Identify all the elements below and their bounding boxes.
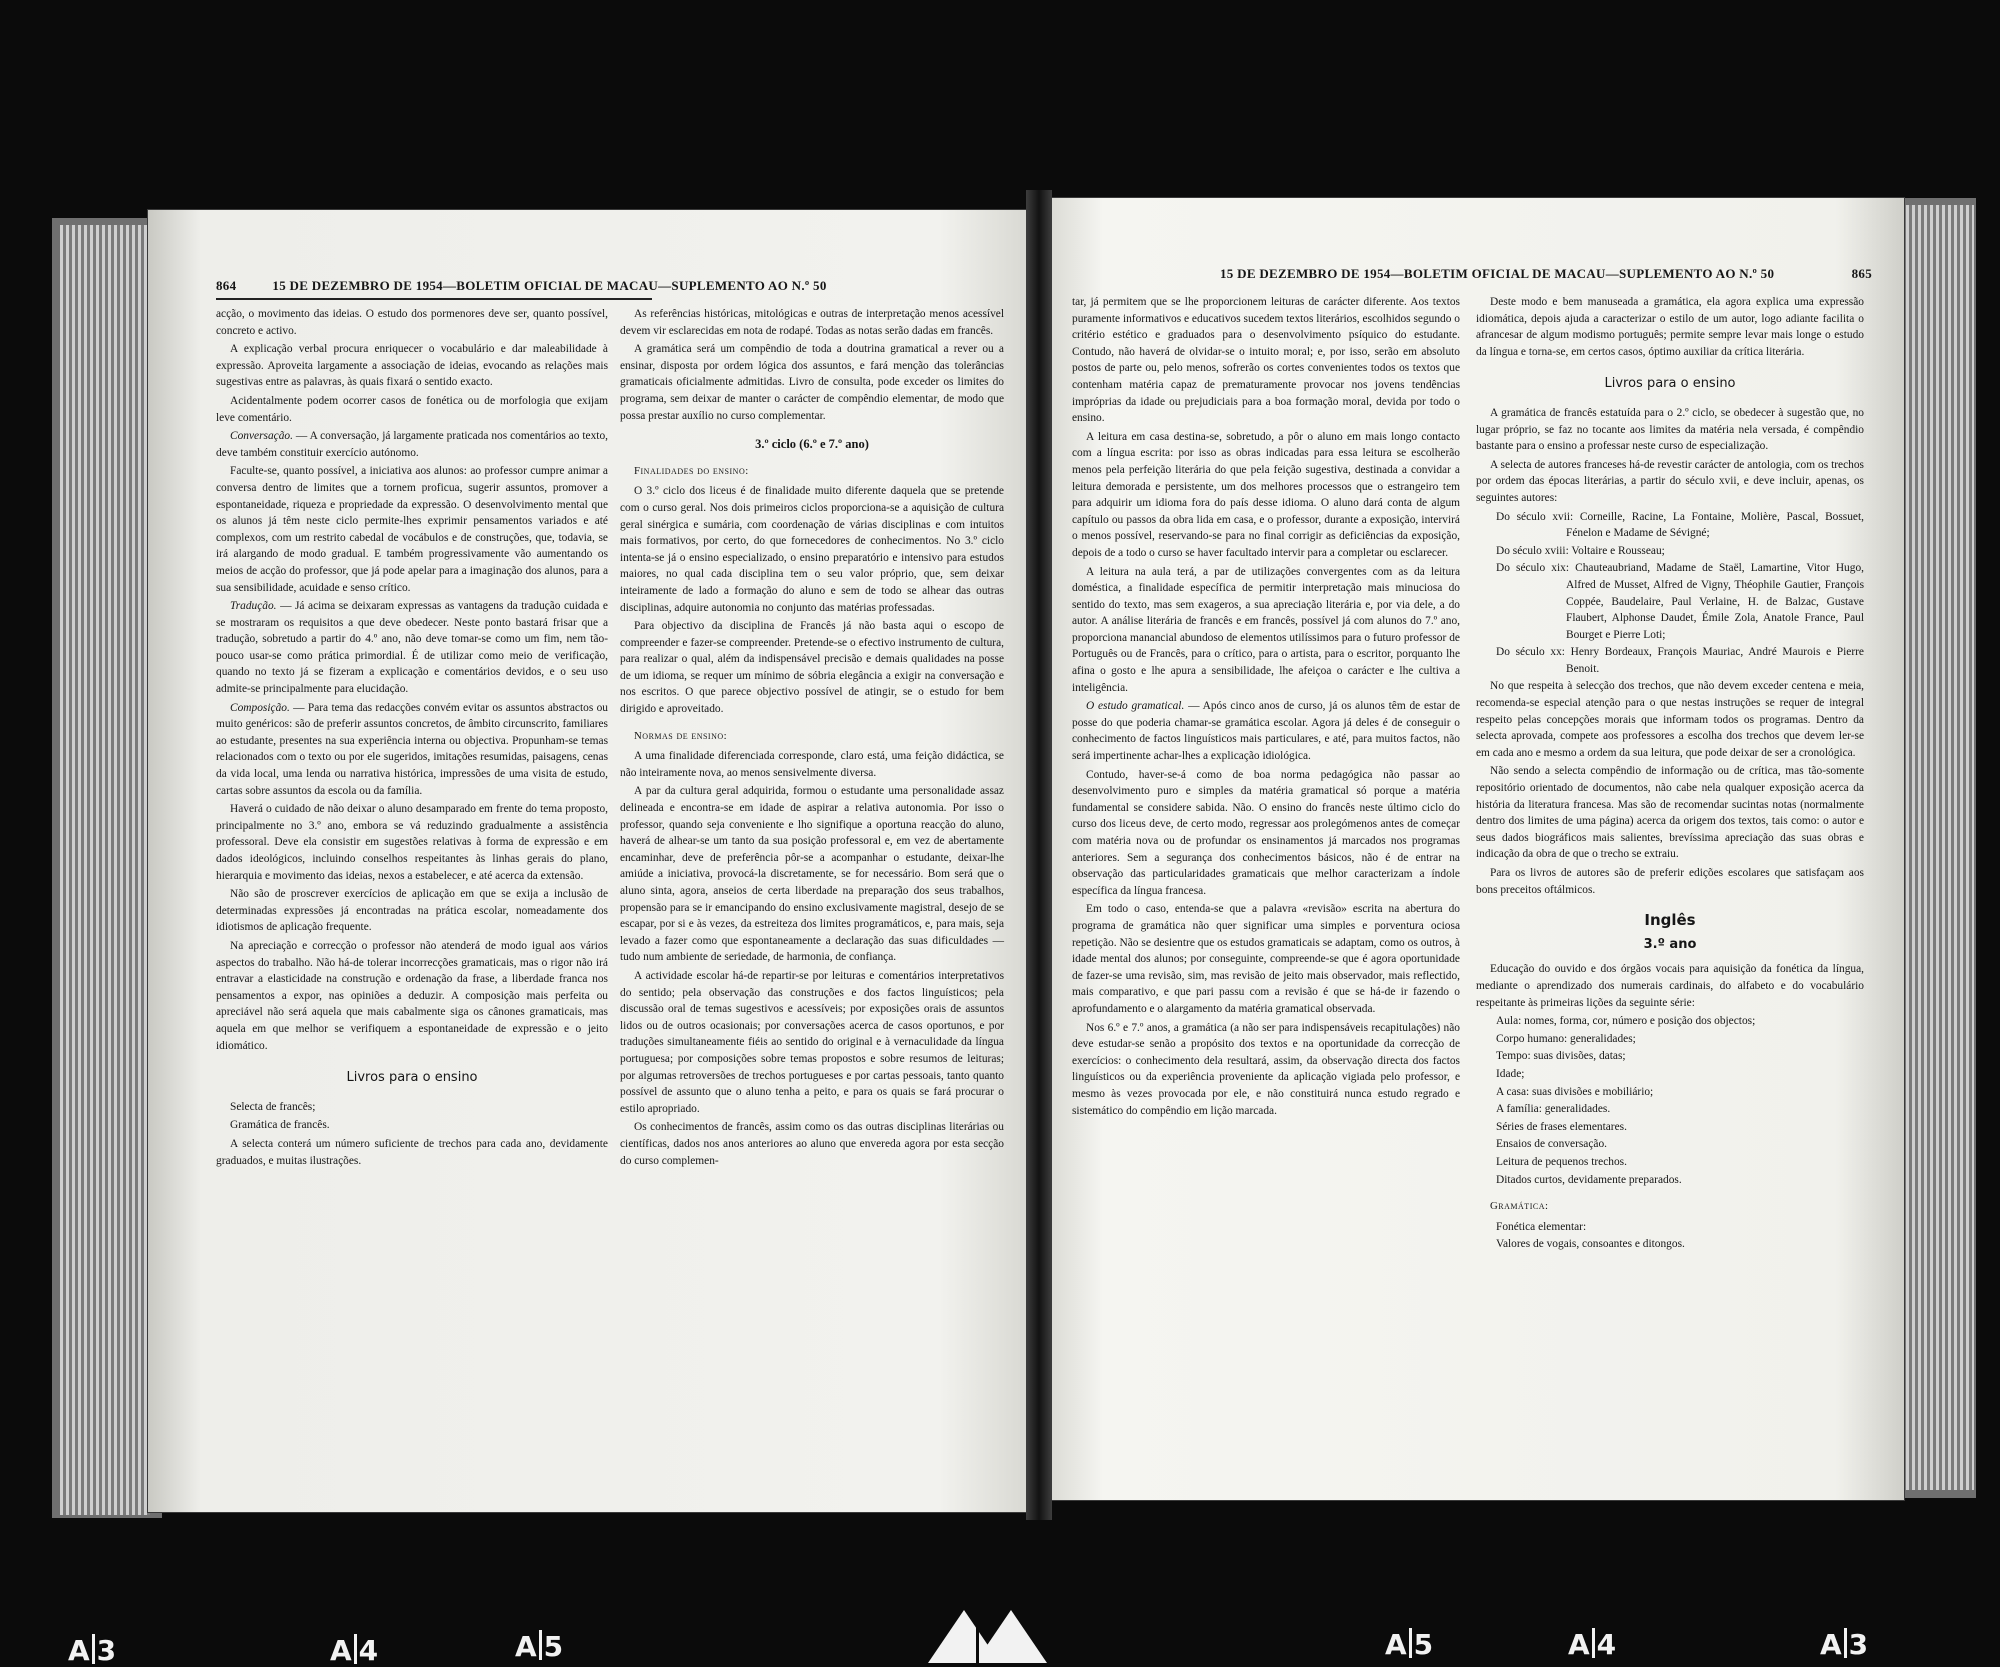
paragraph-text: A leitura na aula terá, a par de utilizações convergentes com as da leitura doméstica, a finalidade específica de permitir interpretação mais minuciosa do sentido do texto, mas sem exageros, a sua apreciação literária e, por via dele, a do autor. A análise literária de francês e em francês, possível já com alunos do 7.º ano, proporciona manancial abundoso de elementos utilíssimos para o futuro professor de Português ou de Francês, para o crítico, para o artista, para o escritor, porquanto lhe afina o gosto e lhe apura a sensibilidade, lhe afeiçoa o carácter e lhe cultiva a inteligência. (1072, 565, 1460, 694)
paragraph-lead: Composição. (230, 701, 290, 714)
paragraph (1476, 457, 1864, 507)
ingles-list-item: Idade; (1496, 1067, 1525, 1080)
right-page-number: 865 (1851, 266, 1872, 281)
ano-title: 3.º ano (1643, 936, 1697, 952)
paragraph-text: A selecta conterá um número suficiente de trechos para cada ano, devidamente graduados, e muitas ilustrações. (216, 1137, 608, 1167)
paragraph-text: As referências históricas, mitológicas e outras de interpretação menos acessível devem vir esclarecidas em nota de rodapé. Todas as notas serão dadas em francês. (620, 308, 1004, 337)
paragraph-text: A par da cultura geral adquirida, formou o estudante uma personalidade assaz delineada e encontra-se em idade de aspirar a relativa autonomia. Por isso o professor, quando seja conveniente e lho signifique a oportuna reacção do aluno, haverá de alhear-se um tanto da sua posição professoral e, em vez de abertamente encaminhar, deve de preferência pôr-se a acompanhar o estudante, deixar-lhe amiúde a iniciativa, provocá-la discretamente, se for necessário. Bom será que o aluno sinta, agora, anseios de certa liberdade na preparação dos seus trabalhos, propensão para se ir emancipando do ensino exclusivamente magistral, desejo de se escapar, por si e às vezes, da estreiteza dos limites programáticos, e, para mais, seja levado a fazer como que espontaneamente a declaração das suas dificuldades — tudo num ambiente de seriedade, de harmonia, de confiança. (620, 785, 1004, 964)
left-page-number: 864 (216, 278, 237, 293)
paragraph-text: Gramática de francês. (230, 1119, 330, 1132)
film-mark: A 4 (330, 1634, 379, 1667)
paragraph (1476, 294, 1864, 360)
paragraph (216, 938, 608, 1054)
paragraph-text: Não sendo a selecta compêndio de informação ou de crítica, mas tão-somente repositório orientado de documentos, não cabe nela qualquer exposição acerca da história da literatura francesa. Mas são de recomendar sucintas notas (normalmente dentro dos limites de uma página) acerca da origem dos textos, tais como: o autor e seus dados biográficos mais salientes, brevíssima apreciação das suas obras e indicação da obra de que o trecho se extraiu. (1476, 765, 1864, 861)
paragraph (216, 801, 608, 884)
ingles-list-item: Leitura de pequenos trechos. (1496, 1155, 1627, 1168)
paragraph-text: — Após cinco anos de curso, já os alunos têm de estar de posse do que poderia chamar-se gramática escolar. Agora já deles é de conseguir o conhecimento de factos linguísticos mais particulares, e até, para muitos factos, não será impertinente achar-lhes a explicação idiológica. (1072, 700, 1460, 763)
paragraph-text: A actividade escolar há-de repartir-se por leituras e comentários interpretativos do sentido; pela observação das construções e dos factos linguísticos; pela discussão oral de temas sugestivos e acessíveis; por exposições orais de assuntos lidos ou de outros ocasionais; por conversações acerca de casos oportunos, e por traduções simultaneamente fiéis ao sentido do original e à vernaculidade da língua portuguesa; por composições sobre temas propostos e sobre resumos de leituras; por algumas retroversões de trechos portugueses e por cartas pessoais, tanto quanto possível de assunto que o aluno tenha a peito, e para os quais se fará procurar o estilo apropriado. (620, 969, 1004, 1115)
left-column-1 (216, 306, 608, 1171)
paragraph (1072, 564, 1460, 697)
ingles-title: Inglês (1644, 911, 1696, 930)
paragraph-text: Em todo o caso, entenda-se que a palavra «revisão» escrita na abertura do programa de gramática não quer significar uma simples e porventura ociosa repetição. Não se desientre que os estudos gramaticais se adaptam, como os outros, à idade mental dos alunos; por conseguinte, compreende-se que é agora oportunidade de fazer-se uma revisão, sim, mas revisão de jeito mais observador, mais reflectido, mais comparativo, e que pari passu com a revisão é que se há-de ir fazendo o aprofundamento e o alargamento da matéria gramatical observada. (1072, 903, 1460, 1015)
paragraph (620, 748, 1004, 781)
paragraph (216, 393, 608, 426)
paragraph (1476, 865, 1864, 898)
paragraph-text: Não são de proscrever exercícios de aplicação em que se exija a inclusão de determinadas expressões já encontradas na prática escolar, nomeadamente dos idiotismos de aplicação frequente. (216, 888, 608, 934)
ingles-list-item: Ditados curtos, devidamente preparados. (1496, 1173, 1682, 1186)
gramatica-list-item: Valores de vogais, consoantes e ditongos. (1496, 1238, 1685, 1251)
paragraph-text: — A conversação, já largamente praticada nos comentários ao texto, deve também constituir exercício autónomo. (216, 430, 608, 459)
paragraph-text: Deste modo e bem manuseada a gramática, ela agora explica uma expressão idiomática, depois ajuda a caracterizar o estilo de um autor, logo adiante facilita o afrancesar de algum modismo português; permite sempre levar mais longe o estudo da língua e torna-se, em certos casos, óptimo auxiliar da crítica literária. (1476, 296, 1864, 358)
paragraph (620, 306, 1004, 339)
paragraph (620, 1119, 1004, 1169)
paragraph-text: Selecta de francês; (230, 1100, 316, 1113)
paragraph (216, 341, 608, 391)
paragraph (216, 428, 608, 461)
ingles-list-item: Corpo humano: generalidades; (1496, 1032, 1636, 1045)
film-mark: A 5 (515, 1630, 564, 1663)
paragraph (620, 968, 1004, 1117)
left-running-title: 15 DE DEZEMBRO DE 1954—BOLETIM OFICIAL DE MACAU—SUPLEMENTO AO N.º 50 (272, 278, 827, 293)
paragraph-text: A uma finalidade diferenciada corresponde, claro está, uma feição didáctica, se não inteiramente nova, ao menos sensivelmente diversa. (620, 750, 1004, 779)
right-column-1 (1072, 294, 1460, 1121)
paragraph (620, 341, 1004, 424)
paragraph-text: Acidentalmente podem ocorrer casos de fonética ou de morfologia que exijam leve comentário. (216, 394, 608, 424)
paragraph (1072, 901, 1460, 1017)
author-list-item: Do século xviii: Voltaire e Rousseau; (1496, 544, 1665, 557)
paragraph-text: Contudo, haver-se-á como de boa norma pedagógica não passar ao desenvolvimento puro e simples da matéria gramatical só porque a matéria fundamental se considere sabida. Não. O ensino do francês neste último ciclo do curso dos liceus deve, de certo modo, regressar aos prolegómenos antes de começar com matéria nova ou de profundar os ensinamentos já marcados nos programas anteriores. Sem a segurança dos conhecimentos básicos, não é de entrar na observação das particularidades gramaticais que melhor caracterizam a índole específica da língua francesa. (1072, 768, 1460, 897)
left-head-rule (216, 298, 652, 300)
right-column-2 (1476, 294, 1864, 1254)
finalidades-heading: Finalidades do ensino: (634, 464, 749, 477)
film-center-arrow-right (975, 1610, 1047, 1663)
author-list-item: Do século xx: Henry Bordeaux, François Mauriac, André Maurois e Pierre Benoit. (1496, 646, 1864, 675)
paragraph-lead: Tradução. (230, 600, 277, 613)
paragraph-text: Para os livros de autores são de preferir edições escolares que satisfaçam aos bons preceitos oftálmicos. (1476, 867, 1864, 896)
right-running-title: 15 DE DEZEMBRO DE 1954—BOLETIM OFICIAL DE MACAU—SUPLEMENTO AO N.º 50 (1220, 266, 1775, 281)
paragraph-text: A gramática de francês estatuída para o 2.º ciclo, se obedecer à sugestão que, no lugar próprio, se faz no tocante aos limites da matéria nela versada, é compêndio bastante para o ensino a professar neste curso de especialização. (1476, 406, 1864, 453)
paragraph-text: A leitura em casa destina-se, sobretudo, a pôr o aluno em mais longo contacto com a língua escrita: por isso as obras indicadas para essa leitura se escolherão menos pela perfeição literária do que pela feição sugestiva, destinada a convidar a leitura demorada e persistente, um dos melhores processos que o estrangeiro tem para adquirir um idioma fora do país desse idioma. O aluno dará conta de algum capítulo ou passos da obra lida em casa, e o professor, durante a exposição, intervirá o menos possível, reservando-se para no final corrigir as deficiências da exposição, depois de a todo o curso se haver facultado intervir para a completar ou esclarecer. (1072, 430, 1460, 559)
paragraph (216, 306, 608, 339)
paragraph-text: — Para tema das redacções convém evitar os assuntos abstractos ou muito genéricos: são de preferir assuntos concretos, de âmbito circunscrito, familiares ao estudante, presentes na sua experiência interna ou objectiva. Propunham-se temas relacionados com o texto ou por ele sugeridos, imitações resumidas, paisagens, cenas da vida local, uma lenda ou narrativa histórica, impressões de uma visita de estudo, cartas sobre assuntos da escola ou da família. (216, 701, 608, 797)
paragraph-lead: O estudo gramatical. (1086, 700, 1185, 713)
paragraph-text: Nos 6.º e 7.º anos, a gramática (a não ser para indispensáveis recapitulações) não deve estudar-se senão a propósito dos textos e na oportunidade da correcção de exercícios: o conhecimento dela resultará, assim, da observação directa dos factos linguísticos ou da experiência proveniente da aplicação vigiada pelo professor, e mesmo às vezes provocada por ele, e não constituirá nunca estudo regrado e sistemático do compêndio em lição marcada. (1072, 1021, 1460, 1117)
book-right-edge (1900, 205, 1974, 1490)
paragraph (216, 700, 608, 800)
paragraph (1072, 1020, 1460, 1120)
book-left-edge (60, 225, 150, 1515)
paragraph (216, 598, 608, 698)
paragraph-lead: Conversação. (230, 430, 293, 443)
paragraph (620, 783, 1004, 966)
film-mark: A 3 (68, 1634, 117, 1667)
left-section-title: Livros para o ensino (346, 1070, 478, 1086)
film-mark: A 3 (1820, 1628, 1869, 1661)
paragraph (216, 463, 608, 596)
paragraph-text: Na apreciação e correcção o professor não atenderá de modo igual aos vários aspectos do trabalho. Não há-de tolerar incorrecções gramaticais, mas o rigor não irá entravar a elasticidade na construção e ordenação da frase, a liberdade franca nos pensamentos a expor, nas opiniões a deduzir. A composição mais perfeita ou apreciável não será aquela que mais cabalmente siga os cânones gramaticais, mas aquela em que melhor se verifiquem a espontaneidade de expressão e o jeito idiomático. (216, 939, 608, 1052)
film-center-split (976, 1600, 979, 1663)
paragraph-text: A selecta de autores franceses há-de revestir carácter de antologia, com os trechos por ordem das épocas literárias, a partir do século xvii, e deve incluir, apenas, os seguintes autores: (1476, 458, 1864, 504)
paragraph (216, 886, 608, 936)
film-mark: A 4 (1568, 1628, 1617, 1661)
ingles-intro: Educação do ouvido e dos órgãos vocais para aquisição da fonética da língua, mediante o aprendizado dos numerais cardinais, do alfabeto e do vocabulário respeitante às primeiras lições da seguinte série: (1476, 963, 1864, 1009)
right-page (1052, 198, 1904, 1500)
ingles-list-item: A família: generalidades. (1496, 1103, 1611, 1116)
ingles-list-item: A casa: suas divisões e mobiliário; (1496, 1085, 1654, 1098)
book-gutter (1026, 190, 1052, 1520)
paragraph (1476, 678, 1864, 761)
paragraph (1072, 698, 1460, 764)
normas-heading: Normas de ensino: (634, 729, 728, 742)
paragraph-text: — Já acima se deixaram expressas as vantagens da tradução cuidada e se mostraram os requisitos a que deve obedecer. Neste ponto bastará frisar que a tradução, sobretudo a partir do 4.º ano, não deve tomar-se como um fim, nem tão-pouco usar-se como prática primordial. É de utilizar como meio de verificação, quando no texto já se fizeram a explicação e comentários devidos, e o seu uso admite-se principalmente para elucidação. (216, 600, 608, 696)
ingles-list-item: Ensaios de conversação. (1496, 1138, 1608, 1151)
author-list-item: Do século xvii: Corneille, Racine, La Fontaine, Molière, Pascal, Bossuet, Fénelon e Madame de Sévigné; (1496, 510, 1864, 540)
paragraph-text: Para objectivo da disciplina de Francês já não basta aqui o escopo de compreender e fazer-se compreender. Pretende-se o efectivo instrumento de cultura, para realizar o qual, além da indispensável precisão e demais qualidades na posse de um idioma, se requer um mínimo de sóbria elegância a exigir na conversação e nos escritos. O que parece objectivo possível de atingir, se o estudo for bem dirigido e aproveitado. (620, 620, 1004, 716)
ingles-list-item: Tempo: suas divisões, datas; (1496, 1050, 1626, 1063)
author-list-item: Do século xix: Chauteaubriand, Madame de Staël, Lamartine, Vitor Hugo, Alfred de Musset, Alfred de Vigny, Théophile Gautier, François Coppée, Baudelaire, Paul Verlaine, H. de Balzac, Gustave Flaubert, Alphonse Daudet, Émile Zola, Anatole France, Paul Bourget e Pierre Loti; (1496, 562, 1864, 641)
paragraph-text: Faculte-se, quanto possível, a iniciativa aos alunos: ao professor cumpre animar a conversa dentro de limites que a tornem proficua, sugerir assuntos, promover a espontaneidade, riqueza e propriedade da expressão. O desenvolvimento mental que os alunos já têm neste ciclo permite-lhes exprimir pensamentos variados e até complexos, com um restrito cabedal de vocábulos e de construções, que, todavia, se irá alargando de modo gradual. E também progressivamente vão aumentando os meios de acção do professor, que já pode apelar para a imaginação dos alunos, para a sua sensibilidade, acuidade e senso crítico. (216, 465, 608, 594)
paragraph (216, 1099, 608, 1116)
ciclo-heading: 3.º ciclo (6.º e 7.º ano) (755, 437, 869, 452)
paragraph-text: A explicação verbal procura enriquecer o vocabulário e dar maleabilidade à expressão. Aproveita largamente a associação de ideias, evocando as relações mais sugestivas entre as palavras, às quais fixará o sentido exacto. (216, 343, 608, 389)
left-column-2 (620, 306, 1004, 1171)
paragraph (1072, 294, 1460, 427)
gramatica-heading: Gramática: (1490, 1200, 1549, 1213)
right-section-title: Livros para o ensino (1604, 376, 1736, 392)
paragraph (1072, 767, 1460, 900)
right-running-head (1072, 266, 1872, 282)
paragraph-text: tar, já permitem que se lhe proporcionem leituras de carácter diferente. Aos textos puramente informativos e educativos sucedem textos literários, escolhidos segundo o critério estético e graduados para o desenvolvimento psíquico do estudante. Contudo, não haverá de olvidar-se o intuito moral; e, por isso, serão em absoluto postos de parte ou, pelo menos, sofrerão os cortes convenientes todos os textos que contenham matéria capaz de prematuramente provocar nos jovens tendências impróprias da idade ou prejudiciais para a boa formação moral, devida por todo o ensino. (1072, 296, 1460, 425)
left-running-head (216, 278, 972, 294)
paragraph-text: No que respeita à selecção dos trechos, que não devem exceder centena e meia, recomenda-se especial atenção para o que nestas instruções se requer de integral respeito pelas concepções morais que informam todos os programas. Dentro da selecta aprovada, compete aos professores a escolha dos trechos que devem ler-se em cada ano e mesmo a ordem da sua leitura, que pode deixar de ser a cronológica. (1476, 680, 1864, 759)
left-page (148, 210, 1026, 1512)
ingles-list-item: Aula: nomes, forma, cor, número e posição dos objectos; (1496, 1015, 1756, 1028)
ingles-list-item: Séries de frases elementares. (1496, 1120, 1627, 1133)
paragraph (216, 1136, 608, 1169)
paragraph (216, 1117, 608, 1134)
paragraph-text: A gramática será um compêndio de toda a doutrina gramatical a rever ou a ensinar, disposta por ordem lógica dos assuntos, e fará menção das tolerâncias gramaticais oficialmente admitidas. Livro de consulta, pode exceder os limites do programa, sem deixar de manter o carácter de compêndio elementar, de modo que possa prestar auxílio no curso complementar. (620, 343, 1004, 422)
paragraph (1476, 405, 1864, 455)
gramatica-list-item: Fonética elementar: (1496, 1220, 1587, 1233)
paragraph (1476, 763, 1864, 863)
paragraph (620, 618, 1004, 718)
paragraph-text: O 3.º ciclo dos liceus é de finalidade muito diferente daquela que se pretende com o curso geral. Nos dois primeiros ciclos proporciona-se a aquisição de cultura geral sinérgica e sumária, com coordenação de várias disciplinas e com intuitos mais formativos, por certo, do que fornecedores de conhecimentos. No 3.º ciclo intenta-se já o ensino especializado, o ensino preparatório e intensivo para estudos maiores, no qual cada disciplina tem o seu valor próprio, que, sem deixar inteiramente de lado a formação do aluno e sem de todo se alhear das outras disciplinas, adquire autonomia no conjunto das matérias professadas. (620, 485, 1004, 614)
paragraph-text: acção, o movimento das ideias. O estudo dos pormenores deve ser, quanto possível, concreto e activo. (216, 308, 608, 337)
paragraph (620, 483, 1004, 616)
film-mark: A 5 (1385, 1628, 1434, 1661)
paragraph-text: Os conhecimentos de francês, assim como os das outras disciplinas literárias ou científicas, dados nos anos anteriores ao aluno que enveredа agora por esta secção do curso complemen- (620, 1121, 1004, 1167)
paragraph (1072, 429, 1460, 562)
paragraph-text: Haverá o cuidado de não deixar o aluno desamparado em frente do tema proposto, principalmente no 3.º ano, embora se vá reduzindo gradualmente a assistência professoral. Deve ela consistir em sugestões relativas à forma de expressão e em dados ideológicos, incluindo conselhos respeitantes às linhas gerais do plano, hierarquia e movimento das ideias, nexos a estabelecer, e até acerca da extensão. (216, 803, 608, 882)
